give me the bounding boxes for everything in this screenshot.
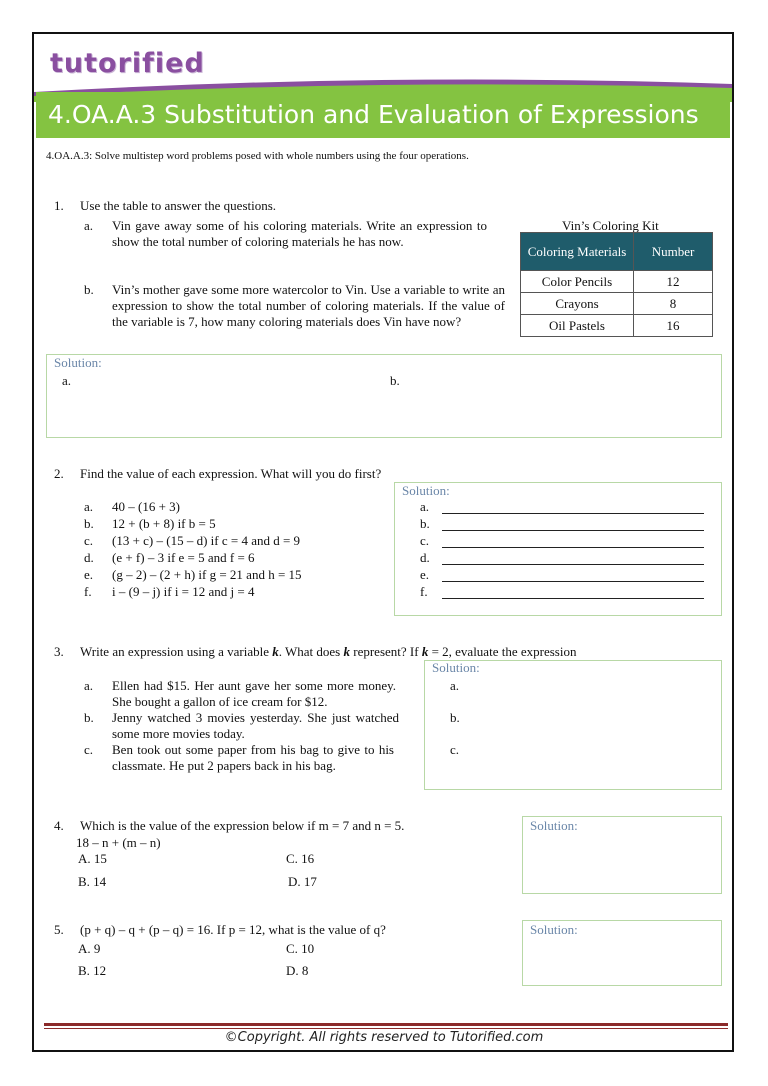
q3-solution-letter: c. [450, 742, 460, 757]
q2-item-expr: i – (9 – j) if i = 12 and j = 4 [112, 584, 255, 599]
table-cell-number: 8 [634, 293, 713, 315]
coloring-kit-table [520, 232, 713, 337]
q4-choice-c[interactable]: C. 16 [286, 851, 315, 866]
answer-line[interactable] [442, 513, 704, 514]
table-title: Vin’s Coloring Kit [562, 218, 659, 233]
standard-description: 4.OA.A.3: Solve multistep word problems posed with whole numbers using the four operations. [46, 150, 469, 162]
q5-choice-c[interactable]: C. 10 [286, 941, 315, 956]
q2-item-letter: d. [84, 550, 94, 565]
q5-text: (p + q) – q + (p – q) = 16. If p = 12, what is the value of q? [80, 922, 386, 937]
copyright-footer: ©Copyright. All rights reserved to Tutorified.com [224, 1030, 544, 1045]
q3-solution-letter: a. [450, 678, 460, 693]
q3-text: Write an expression using a variable k. What does k represent? If k = 2, evaluate the expression [80, 644, 577, 659]
q2-solution-letter: a. [420, 499, 430, 514]
q1-b-text: Vin’s mother gave some more watercolor to Vin. Use a variable to write an expression to show the total number of coloring materials. If the value of the variable is 7, how many coloring materials does Vin have now? [112, 282, 505, 329]
page-title: 4.OA.A.3 Substitution and Evaluation of Expressions [36, 92, 730, 138]
q5-choice-b[interactable]: B. 12 [78, 963, 107, 978]
q2-solution-box[interactable] [394, 482, 722, 616]
q1-text: Use the table to answer the questions. [80, 198, 277, 213]
q3-a-text: Ellen had $15. Her aunt gave her some more money. She bought a gallon of ice cream for $12. [112, 678, 396, 709]
answer-line[interactable] [442, 547, 704, 548]
q3-number: 3. [54, 644, 64, 659]
q2-solution-letter: f. [420, 584, 428, 599]
q4-choice-a[interactable]: A. 15 [78, 851, 107, 866]
q4-expression: 18 – n + (m – n) [76, 835, 161, 850]
q4-choice-d[interactable]: D. 17 [288, 874, 317, 889]
q1-solution-label: Solution: [54, 355, 102, 370]
answer-line[interactable] [442, 581, 704, 582]
q2-item-letter: f. [84, 584, 92, 599]
footer-rule-thin [44, 1028, 728, 1029]
q4-choice-b[interactable]: B. 14 [78, 874, 107, 889]
footer-rule [44, 1023, 728, 1026]
q2-item-expr: (g – 2) – (2 + h) if g = 21 and h = 15 [112, 567, 302, 582]
q1-solution-box[interactable] [46, 354, 722, 438]
q1-a-text: Vin gave away some of his coloring materials. Write an expression to show the total number of coloring materials he has now. [112, 218, 487, 249]
q3-solution-box[interactable] [424, 660, 722, 790]
answer-line[interactable] [442, 530, 704, 531]
tutorified-logo: tutorified [50, 48, 205, 79]
q2-item-letter: b. [84, 516, 94, 531]
q3-b-letter: b. [84, 710, 94, 725]
q4-solution-label: Solution: [530, 818, 578, 833]
q5-choice-a[interactable]: A. 9 [78, 941, 101, 956]
q3-a-letter: a. [84, 678, 94, 693]
q3-c-letter: c. [84, 742, 94, 757]
table-cell-number: 16 [634, 315, 713, 337]
q2-text: Find the value of each expression. What will you do first? [80, 466, 382, 481]
q4-text: Which is the value of the expression below if m = 7 and n = 5. [80, 818, 405, 833]
table-cell-item: Oil Pastels [521, 315, 634, 337]
q1-solution-a: a. [62, 373, 72, 388]
q2-item-letter: a. [84, 499, 94, 514]
q2-item-expr: (13 + c) – (15 – d) if c = 4 and d = 9 [112, 533, 301, 548]
q3-solution-label: Solution: [432, 660, 480, 675]
q2-number: 2. [54, 466, 64, 481]
q1-solution-b: b. [390, 373, 400, 388]
q2-solution-label: Solution: [402, 483, 450, 498]
q5-solution-label: Solution: [530, 922, 578, 937]
q3-solution-letter: b. [450, 710, 460, 725]
q2-solution-letter: e. [420, 567, 430, 582]
q2-solution-letter: d. [420, 550, 430, 565]
table-header-materials: Coloring Materials [521, 233, 634, 271]
table-header-number: Number [634, 233, 713, 271]
q1-a-letter: a. [84, 218, 94, 233]
table-cell-item: Crayons [521, 293, 634, 315]
table-cell-number: 12 [634, 271, 713, 293]
q2-item-letter: c. [84, 533, 94, 548]
q3-b-text: Jenny watched 3 movies yesterday. She just watched some more movies today. [112, 710, 399, 741]
q2-solution-letter: b. [420, 516, 430, 531]
q2-item-expr: (e + f) – 3 if e = 5 and f = 6 [112, 550, 255, 565]
q2-item-expr: 40 – (16 + 3) [112, 499, 180, 514]
q2-item-letter: e. [84, 567, 94, 582]
q2-solution-letter: c. [420, 533, 430, 548]
answer-line[interactable] [442, 564, 704, 565]
q5-choice-d[interactable]: D. 8 [286, 963, 309, 978]
q4-number: 4. [54, 818, 64, 833]
table-cell-item: Color Pencils [521, 271, 634, 293]
q1-number: 1. [54, 198, 64, 213]
q5-number: 5. [54, 922, 64, 937]
answer-line[interactable] [442, 598, 704, 599]
q3-c-text: Ben took out some paper from his bag to give to his classmate. He put 2 papers back in his bag. [112, 742, 394, 773]
q2-item-expr: 12 + (b + 8) if b = 5 [112, 516, 216, 531]
q1-b-letter: b. [84, 282, 94, 297]
